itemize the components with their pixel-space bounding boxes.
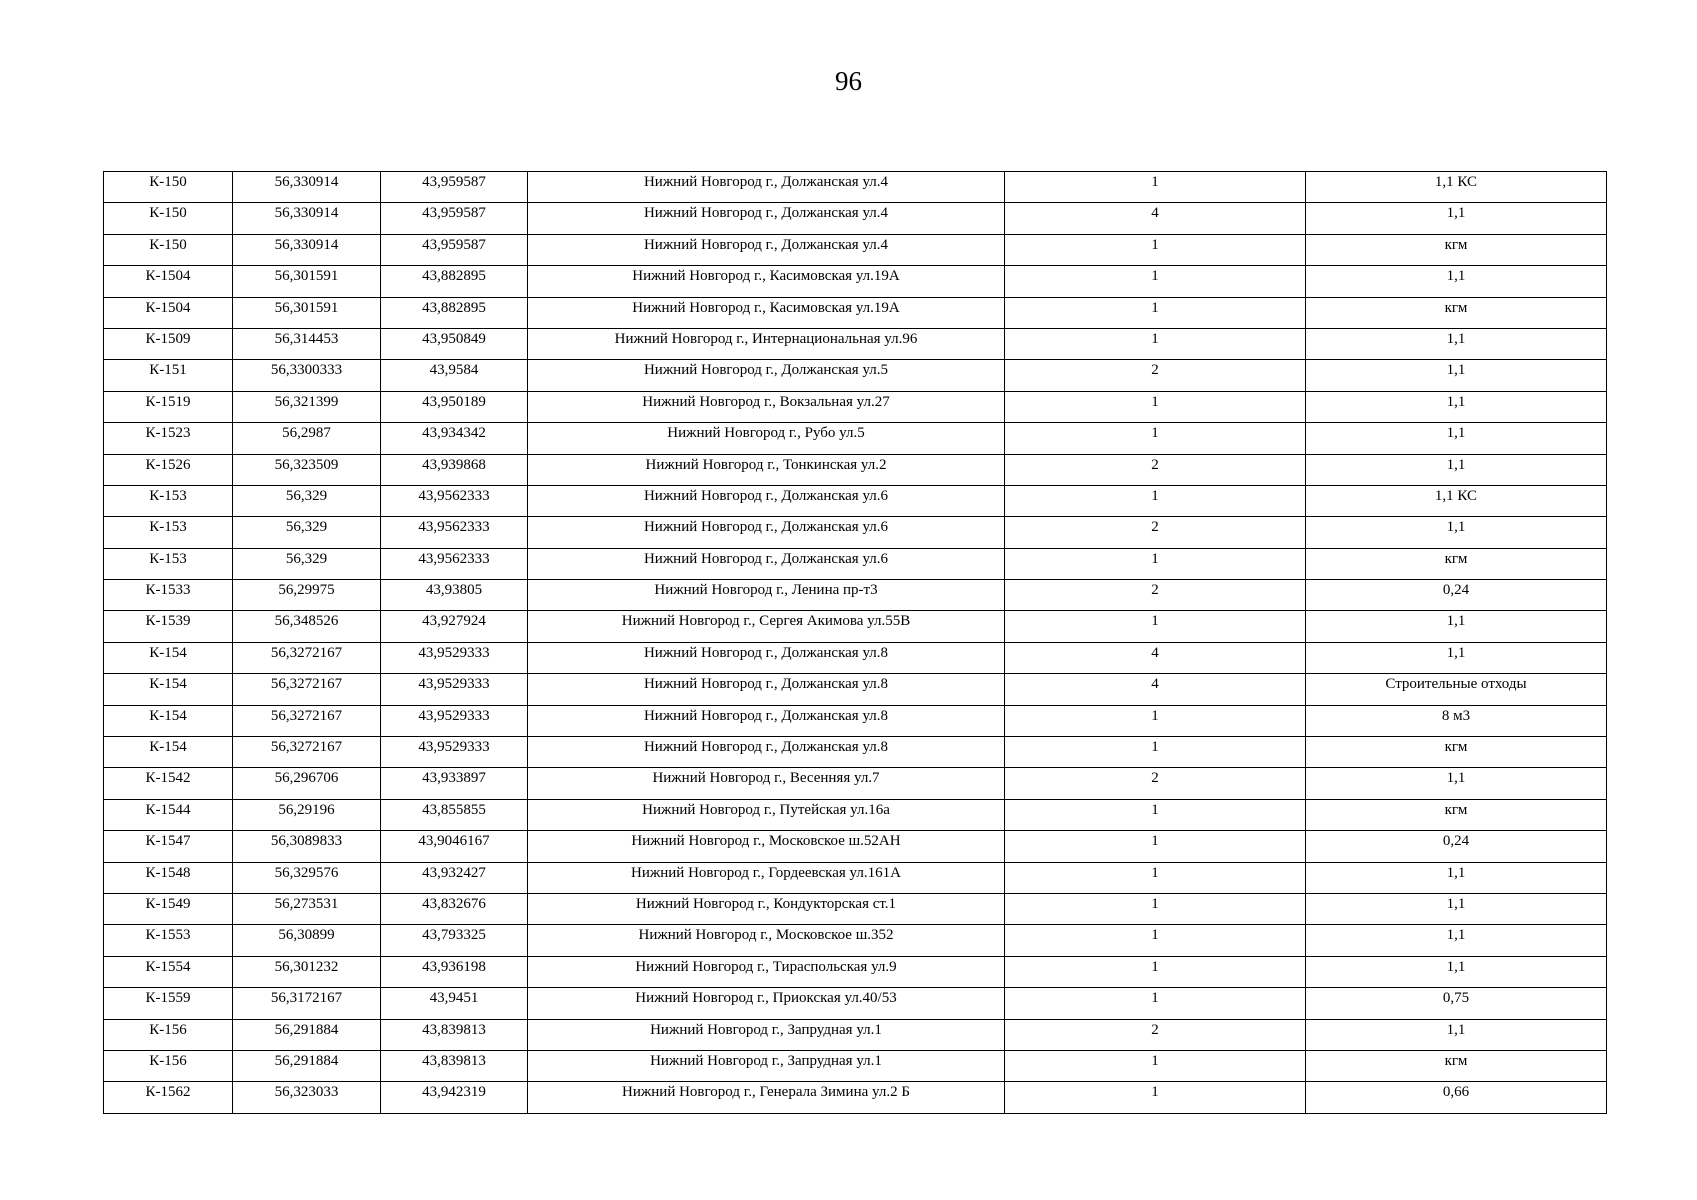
site-id-cell: К-1504 (104, 266, 233, 297)
address-cell: Нижний Новгород г., Весенняя ул.7 (528, 768, 1005, 799)
table-row (104, 705, 1607, 736)
latitude-cell: 56,314453 (233, 328, 381, 359)
longitude-cell: 43,950189 (381, 391, 528, 422)
container-volume-cell: кгм (1306, 737, 1607, 768)
site-id-cell: К-150 (104, 172, 233, 203)
site-id-cell: К-154 (104, 705, 233, 736)
container-volume-cell: кгм (1306, 1050, 1607, 1081)
table-row (104, 737, 1607, 768)
address-cell: Нижний Новгород г., Кондукторская ст.1 (528, 893, 1005, 924)
container-volume-cell: 1,1 КС (1306, 485, 1607, 516)
container-volume-cell: 1,1 (1306, 203, 1607, 234)
longitude-cell: 43,932427 (381, 862, 528, 893)
table-row (104, 328, 1607, 359)
container-volume-cell: 0,66 (1306, 1082, 1607, 1113)
latitude-cell: 56,3272167 (233, 705, 381, 736)
container-count-cell: 1 (1005, 988, 1306, 1019)
site-id-cell: К-150 (104, 234, 233, 265)
longitude-cell: 43,959587 (381, 203, 528, 234)
longitude-cell: 43,959587 (381, 172, 528, 203)
latitude-cell: 56,329576 (233, 862, 381, 893)
site-id-cell: К-1544 (104, 799, 233, 830)
container-volume-cell: кгм (1306, 234, 1607, 265)
latitude-cell: 56,3172167 (233, 988, 381, 1019)
address-cell: Нижний Новгород г., Должанская ул.5 (528, 360, 1005, 391)
longitude-cell: 43,9562333 (381, 485, 528, 516)
table-row (104, 642, 1607, 673)
longitude-cell: 43,9529333 (381, 674, 528, 705)
longitude-cell: 43,939868 (381, 454, 528, 485)
latitude-cell: 56,30899 (233, 925, 381, 956)
longitude-cell: 43,839813 (381, 1019, 528, 1050)
longitude-cell: 43,950849 (381, 328, 528, 359)
container-volume-cell: 1,1 КС (1306, 172, 1607, 203)
container-count-cell: 1 (1005, 266, 1306, 297)
container-count-cell: 2 (1005, 454, 1306, 485)
table-row (104, 768, 1607, 799)
address-cell: Нижний Новгород г., Генерала Зимина ул.2 Б (528, 1082, 1005, 1113)
latitude-cell: 56,321399 (233, 391, 381, 422)
site-id-cell: К-1554 (104, 956, 233, 987)
site-id-cell: К-1509 (104, 328, 233, 359)
container-count-cell: 1 (1005, 925, 1306, 956)
address-cell: Нижний Новгород г., Должанская ул.8 (528, 705, 1005, 736)
container-count-cell: 2 (1005, 768, 1306, 799)
longitude-cell: 43,882895 (381, 297, 528, 328)
table-row (104, 831, 1607, 862)
address-cell: Нижний Новгород г., Должанская ул.6 (528, 485, 1005, 516)
container-count-cell: 1 (1005, 1050, 1306, 1081)
latitude-cell: 56,323033 (233, 1082, 381, 1113)
container-volume-cell: 1,1 (1306, 925, 1607, 956)
container-count-cell: 2 (1005, 360, 1306, 391)
site-id-cell: К-154 (104, 642, 233, 673)
container-count-cell: 1 (1005, 328, 1306, 359)
table-row (104, 799, 1607, 830)
address-cell: Нижний Новгород г., Запрудная ул.1 (528, 1050, 1005, 1081)
table-row (104, 485, 1607, 516)
table-body (104, 172, 1607, 1114)
address-cell: Нижний Новгород г., Должанская ул.6 (528, 517, 1005, 548)
container-count-cell: 4 (1005, 642, 1306, 673)
container-volume-cell: 1,1 (1306, 956, 1607, 987)
container-count-cell: 1 (1005, 893, 1306, 924)
address-cell: Нижний Новгород г., Рубо ул.5 (528, 423, 1005, 454)
container-volume-cell: 1,1 (1306, 360, 1607, 391)
address-cell: Нижний Новгород г., Должанская ул.4 (528, 172, 1005, 203)
address-cell: Нижний Новгород г., Касимовская ул.19А (528, 297, 1005, 328)
address-cell: Нижний Новгород г., Должанская ул.6 (528, 548, 1005, 579)
container-count-cell: 1 (1005, 234, 1306, 265)
longitude-cell: 43,9529333 (381, 642, 528, 673)
table-row (104, 266, 1607, 297)
address-cell: Нижний Новгород г., Касимовская ул.19А (528, 266, 1005, 297)
table-row (104, 580, 1607, 611)
container-count-cell: 1 (1005, 297, 1306, 328)
container-count-cell: 4 (1005, 674, 1306, 705)
container-volume-cell: Строительные отходы (1306, 674, 1607, 705)
address-cell: Нижний Новгород г., Гордеевская ул.161А (528, 862, 1005, 893)
table-row (104, 862, 1607, 893)
site-id-cell: К-1548 (104, 862, 233, 893)
longitude-cell: 43,9529333 (381, 737, 528, 768)
longitude-cell: 43,9451 (381, 988, 528, 1019)
table-row (104, 1082, 1607, 1113)
longitude-cell: 43,832676 (381, 893, 528, 924)
site-id-cell: К-153 (104, 517, 233, 548)
table-row (104, 234, 1607, 265)
longitude-cell: 43,934342 (381, 423, 528, 454)
latitude-cell: 56,301591 (233, 266, 381, 297)
table-row (104, 1050, 1607, 1081)
longitude-cell: 43,839813 (381, 1050, 528, 1081)
table-row (104, 360, 1607, 391)
site-id-cell: К-1504 (104, 297, 233, 328)
latitude-cell: 56,330914 (233, 234, 381, 265)
longitude-cell: 43,9562333 (381, 548, 528, 579)
table-row (104, 1019, 1607, 1050)
latitude-cell: 56,29196 (233, 799, 381, 830)
longitude-cell: 43,933897 (381, 768, 528, 799)
container-count-cell: 1 (1005, 548, 1306, 579)
address-cell: Нижний Новгород г., Сергея Акимова ул.55В (528, 611, 1005, 642)
latitude-cell: 56,330914 (233, 172, 381, 203)
table-row (104, 988, 1607, 1019)
latitude-cell: 56,29975 (233, 580, 381, 611)
site-id-cell: К-156 (104, 1019, 233, 1050)
table-row (104, 893, 1607, 924)
address-cell: Нижний Новгород г., Должанская ул.4 (528, 234, 1005, 265)
latitude-cell: 56,3272167 (233, 737, 381, 768)
site-id-cell: К-154 (104, 737, 233, 768)
site-id-cell: К-153 (104, 548, 233, 579)
table-row (104, 172, 1607, 203)
container-count-cell: 1 (1005, 172, 1306, 203)
container-volume-cell: 1,1 (1306, 642, 1607, 673)
container-volume-cell: 1,1 (1306, 328, 1607, 359)
container-count-cell: 1 (1005, 737, 1306, 768)
container-count-cell: 1 (1005, 799, 1306, 830)
address-cell: Нижний Новгород г., Тираспольская ул.9 (528, 956, 1005, 987)
table-row (104, 674, 1607, 705)
table-row (104, 611, 1607, 642)
page-number: 96 (835, 66, 862, 96)
longitude-cell: 43,9529333 (381, 705, 528, 736)
address-cell: Нижний Новгород г., Ленина пр-т3 (528, 580, 1005, 611)
table-row (104, 423, 1607, 454)
site-id-cell: К-1542 (104, 768, 233, 799)
site-id-cell: К-151 (104, 360, 233, 391)
container-volume-cell: 1,1 (1306, 893, 1607, 924)
longitude-cell: 43,9046167 (381, 831, 528, 862)
latitude-cell: 56,329 (233, 548, 381, 579)
latitude-cell: 56,3300333 (233, 360, 381, 391)
container-count-cell: 1 (1005, 831, 1306, 862)
container-count-cell: 1 (1005, 423, 1306, 454)
container-count-cell: 1 (1005, 611, 1306, 642)
site-id-cell: К-1559 (104, 988, 233, 1019)
address-cell: Нижний Новгород г., Должанская ул.8 (528, 737, 1005, 768)
longitude-cell: 43,93805 (381, 580, 528, 611)
latitude-cell: 56,301232 (233, 956, 381, 987)
container-count-cell: 2 (1005, 580, 1306, 611)
address-cell: Нижний Новгород г., Должанская ул.8 (528, 674, 1005, 705)
latitude-cell: 56,348526 (233, 611, 381, 642)
latitude-cell: 56,330914 (233, 203, 381, 234)
table-row (104, 956, 1607, 987)
container-volume-cell: 1,1 (1306, 454, 1607, 485)
site-id-cell: К-1523 (104, 423, 233, 454)
longitude-cell: 43,936198 (381, 956, 528, 987)
container-count-cell: 1 (1005, 956, 1306, 987)
address-cell: Нижний Новгород г., Путейская ул.16а (528, 799, 1005, 830)
site-id-cell: К-1533 (104, 580, 233, 611)
address-cell: Нижний Новгород г., Интернациональная ул.96 (528, 328, 1005, 359)
longitude-cell: 43,959587 (381, 234, 528, 265)
table-row (104, 454, 1607, 485)
site-id-cell: К-153 (104, 485, 233, 516)
site-id-cell: К-1549 (104, 893, 233, 924)
latitude-cell: 56,3272167 (233, 642, 381, 673)
latitude-cell: 56,3272167 (233, 674, 381, 705)
container-count-cell: 4 (1005, 203, 1306, 234)
site-id-cell: К-1553 (104, 925, 233, 956)
table-row (104, 297, 1607, 328)
address-cell: Нижний Новгород г., Московское ш.352 (528, 925, 1005, 956)
address-cell: Нижний Новгород г., Должанская ул.4 (528, 203, 1005, 234)
latitude-cell: 56,323509 (233, 454, 381, 485)
container-volume-cell: 1,1 (1306, 517, 1607, 548)
table-row (104, 391, 1607, 422)
container-count-cell: 2 (1005, 1019, 1306, 1050)
container-volume-cell: кгм (1306, 297, 1607, 328)
site-id-cell: К-1562 (104, 1082, 233, 1113)
address-cell: Нижний Новгород г., Должанская ул.8 (528, 642, 1005, 673)
latitude-cell: 56,329 (233, 517, 381, 548)
container-volume-cell: 1,1 (1306, 266, 1607, 297)
container-count-cell: 1 (1005, 391, 1306, 422)
container-volume-cell: 1,1 (1306, 391, 1607, 422)
address-cell: Нижний Новгород г., Тонкинская ул.2 (528, 454, 1005, 485)
container-volume-cell: 8 м3 (1306, 705, 1607, 736)
site-id-cell: К-1547 (104, 831, 233, 862)
site-id-cell: К-1539 (104, 611, 233, 642)
latitude-cell: 56,2987 (233, 423, 381, 454)
site-id-cell: К-1526 (104, 454, 233, 485)
container-count-cell: 1 (1005, 1082, 1306, 1113)
container-volume-cell: 1,1 (1306, 768, 1607, 799)
container-volume-cell: 1,1 (1306, 423, 1607, 454)
longitude-cell: 43,793325 (381, 925, 528, 956)
container-count-cell: 1 (1005, 862, 1306, 893)
site-id-cell: К-150 (104, 203, 233, 234)
longitude-cell: 43,942319 (381, 1082, 528, 1113)
container-volume-cell: 1,1 (1306, 1019, 1607, 1050)
latitude-cell: 56,273531 (233, 893, 381, 924)
address-cell: Нижний Новгород г., Запрудная ул.1 (528, 1019, 1005, 1050)
table-row (104, 203, 1607, 234)
container-count-cell: 1 (1005, 705, 1306, 736)
table-row (104, 517, 1607, 548)
address-cell: Нижний Новгород г., Вокзальная ул.27 (528, 391, 1005, 422)
latitude-cell: 56,329 (233, 485, 381, 516)
latitude-cell: 56,291884 (233, 1050, 381, 1081)
container-volume-cell: 1,1 (1306, 862, 1607, 893)
site-id-cell: К-156 (104, 1050, 233, 1081)
table-row (104, 548, 1607, 579)
latitude-cell: 56,291884 (233, 1019, 381, 1050)
container-volume-cell: 0,24 (1306, 580, 1607, 611)
latitude-cell: 56,301591 (233, 297, 381, 328)
site-id-cell: К-1519 (104, 391, 233, 422)
container-sites-table (103, 171, 1607, 1114)
longitude-cell: 43,9562333 (381, 517, 528, 548)
table-row (104, 925, 1607, 956)
longitude-cell: 43,927924 (381, 611, 528, 642)
latitude-cell: 56,296706 (233, 768, 381, 799)
longitude-cell: 43,855855 (381, 799, 528, 830)
container-count-cell: 1 (1005, 485, 1306, 516)
longitude-cell: 43,9584 (381, 360, 528, 391)
container-volume-cell: 0,24 (1306, 831, 1607, 862)
latitude-cell: 56,3089833 (233, 831, 381, 862)
site-id-cell: К-154 (104, 674, 233, 705)
container-volume-cell: кгм (1306, 548, 1607, 579)
longitude-cell: 43,882895 (381, 266, 528, 297)
container-count-cell: 2 (1005, 517, 1306, 548)
container-volume-cell: 1,1 (1306, 611, 1607, 642)
address-cell: Нижний Новгород г., Московское ш.52АН (528, 831, 1005, 862)
container-volume-cell: 0,75 (1306, 988, 1607, 1019)
address-cell: Нижний Новгород г., Приокская ул.40/53 (528, 988, 1005, 1019)
container-volume-cell: кгм (1306, 799, 1607, 830)
